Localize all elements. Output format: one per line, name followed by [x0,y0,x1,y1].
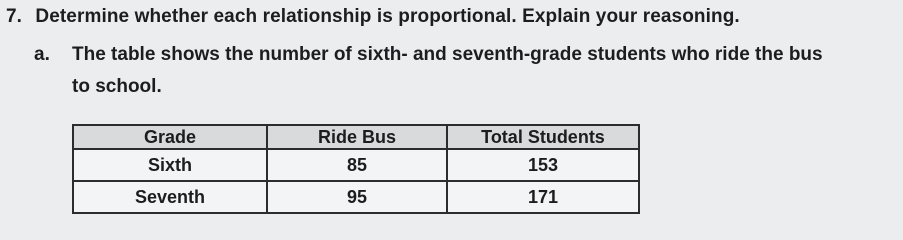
part-a [34,39,896,103]
cell-grade: Sixth [73,149,267,181]
header-total-students: Total Students [447,125,639,149]
table-row [73,181,639,213]
part-a-text-line1: The table shows the number of sixth- and seventh-grade students who ride the bus [72,44,823,65]
cell-total-students: 171 [447,181,639,213]
question-text: Determine whether each relationship is proportional. Explain your reasoning. [35,6,740,27]
cell-total-students: 153 [447,149,639,181]
part-a-text-line2: to school. [72,76,162,97]
header-ride-bus: Ride Bus [267,125,447,149]
cell-ride-bus: 85 [267,149,447,181]
part-letter: a. [34,44,50,65]
question-number: 7. [6,6,23,27]
bus-riders-table [72,124,640,214]
table-row [73,149,639,181]
cell-grade: Seventh [73,181,267,213]
table-header-row [73,125,639,149]
cell-ride-bus: 95 [267,181,447,213]
header-grade: Grade [73,125,267,149]
question-7 [6,6,740,28]
